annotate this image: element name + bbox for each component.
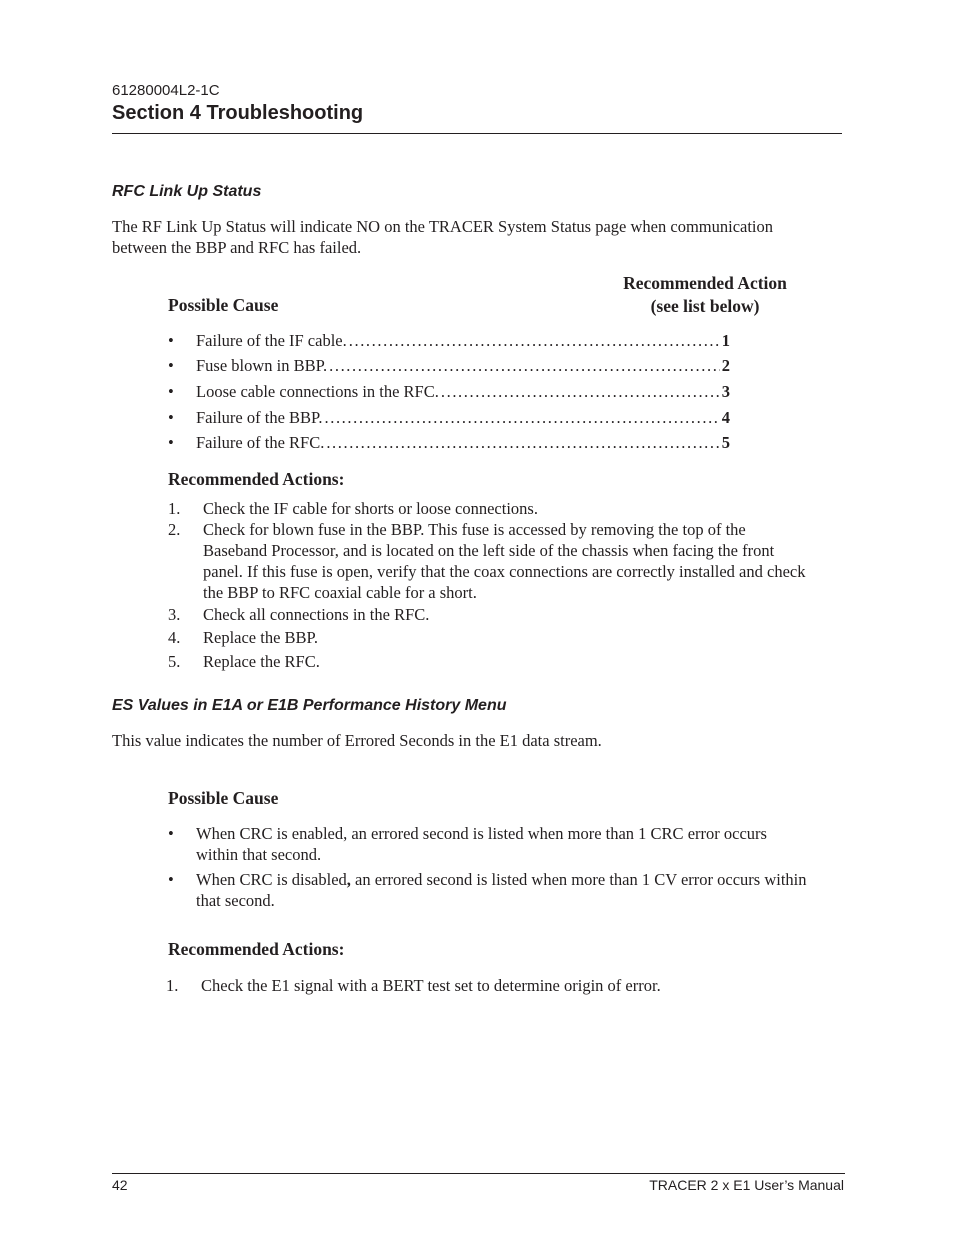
document-id: 61280004L2-1C (112, 82, 220, 99)
rfc-action-item (168, 651, 848, 672)
rfc-recommended-actions-heading: Recommended Actions: (168, 469, 345, 489)
action-number: 5 (721, 433, 730, 452)
rfc-action-header-line-1: Recommended Action (623, 273, 787, 293)
rfc-intro-line-2: between the BBP and RFC has failed. (112, 237, 362, 257)
cause-text: Fuse blown in BBP. (196, 356, 328, 375)
rfc-recommended-action-header (605, 272, 805, 318)
action-number: 4 (721, 408, 730, 427)
cause-text: Failure of the BBP. (196, 408, 323, 427)
bullet: • (168, 408, 174, 427)
leader-dots (329, 356, 720, 376)
es-heading: ES Values in E1A or E1B Performance History Menu (112, 697, 507, 714)
rfc-cause-row (168, 382, 730, 402)
item-number: 1. (166, 976, 179, 995)
es-intro: This value indicates the number of Errored Seconds in the E1 data stream. (112, 731, 602, 750)
rfc-intro-line-1: The RF Link Up Status will indicate NO on the TRACER System Status page when communication (112, 217, 774, 236)
es-action-item (166, 975, 846, 996)
rfc-cause-row (168, 356, 730, 376)
bullet: • (168, 356, 174, 375)
es-cause-item (168, 870, 848, 911)
item-text-line: the BBP to RFC coaxial cable for a short. (203, 583, 477, 602)
item-text-line: Check for blown fuse in the BBP. This fuse is accessed by removing the top of the (203, 520, 746, 539)
bullet: • (168, 870, 174, 889)
bullet: • (168, 433, 174, 452)
rfc-cause-row (168, 331, 730, 351)
leader-dots (441, 382, 720, 402)
item-text-line: panel. If this fuse is open, verify that the coax connections are correctly installed and check (203, 562, 806, 581)
item-number: 2. (168, 520, 181, 539)
rfc-action-item (168, 627, 848, 648)
rfc-cause-row (168, 408, 730, 428)
item-number: 1. (168, 499, 181, 518)
action-number: 2 (721, 356, 730, 375)
item-text-line: Baseband Processor, and is located on the left side of the chassis when facing the front (203, 541, 775, 560)
es-recommended-actions-heading: Recommended Actions: (168, 939, 345, 959)
leader-dots (325, 408, 720, 428)
cause-line-part: When CRC is disabled (196, 870, 347, 889)
page-number: 42 (112, 1177, 128, 1193)
item-text: Check all connections in the RFC. (203, 605, 430, 624)
cause-text: Failure of the IF cable. (196, 331, 347, 350)
cause-line-comma: , (346, 870, 351, 889)
item-text: Check the E1 signal with a BERT test set to determine origin of error. (201, 976, 661, 995)
item-number: 5. (168, 652, 181, 671)
bullet: • (168, 824, 174, 843)
item-text: Check the IF cable for shorts or loose connections. (203, 499, 538, 518)
rfc-intro (112, 217, 842, 258)
item-text: Replace the RFC. (203, 652, 320, 671)
cause-text: Loose cable connections in the RFC. (196, 382, 439, 401)
es-possible-cause-header: Possible Cause (168, 788, 279, 808)
rfc-action-header-line-2: (see list below) (650, 296, 760, 316)
rfc-possible-cause-header: Possible Cause (168, 295, 279, 315)
cause-line: within that second. (196, 844, 322, 864)
es-cause-item (168, 824, 848, 865)
leader-dots (326, 433, 719, 453)
cause-line (196, 870, 848, 891)
leader-dots (349, 331, 720, 351)
cause-line: When CRC is enabled, an errored second is listed when more than 1 CRC error occurs (196, 824, 767, 843)
cause-text: Failure of the RFC. (196, 433, 325, 452)
rfc-action-item (168, 604, 848, 625)
rfc-heading: RFC Link Up Status (112, 183, 262, 200)
item-number: 3. (168, 605, 181, 624)
rfc-action-item (168, 498, 848, 519)
item-number: 4. (168, 628, 181, 647)
manual-title: TRACER 2 x E1 User’s Manual (649, 1177, 844, 1193)
cause-line: that second. (196, 890, 275, 910)
bullet: • (168, 331, 174, 350)
action-number: 3 (721, 382, 730, 401)
header-divider (112, 133, 842, 134)
cause-line-part: an errored second is listed when more than 1 CV error occurs within (350, 870, 807, 889)
footer-divider (112, 1173, 845, 1174)
rfc-cause-row (168, 433, 730, 453)
section-title: Section 4 Troubleshooting (112, 102, 364, 124)
bullet: • (168, 382, 174, 401)
item-text: Replace the BBP. (203, 628, 319, 647)
rfc-action-item (168, 519, 848, 603)
action-number: 1 (721, 331, 730, 350)
